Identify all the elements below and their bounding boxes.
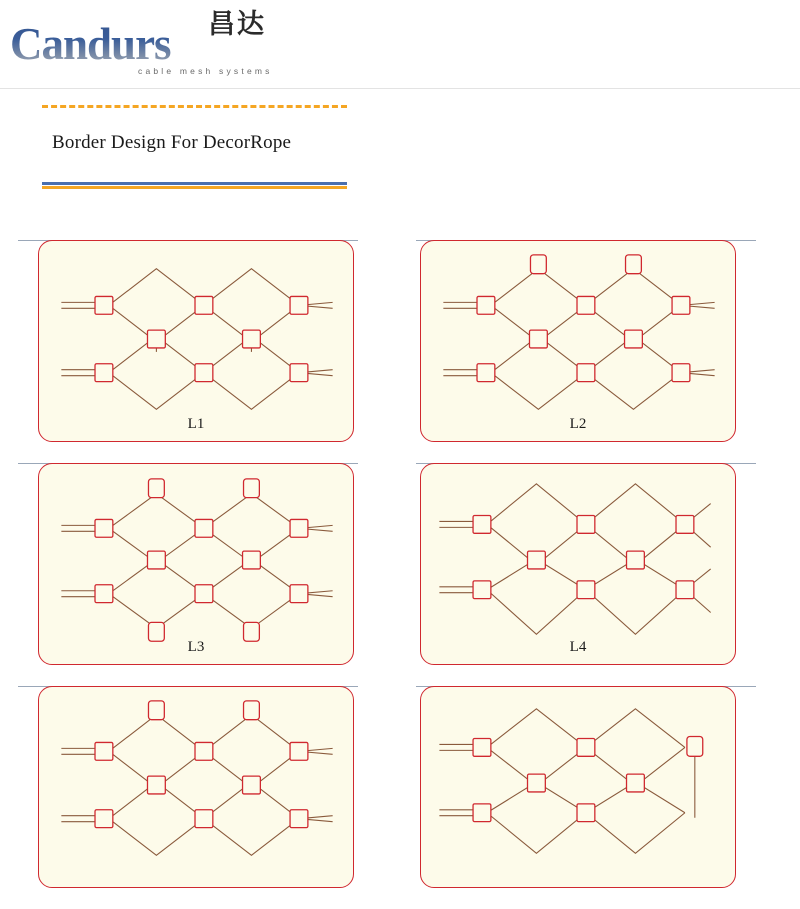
border-design-panel-l5[interactable]	[38, 686, 354, 888]
panel-label: L3	[187, 639, 205, 655]
logo-wordmark: Candurs	[10, 19, 171, 69]
border-design-panel-l3[interactable]	[38, 463, 354, 665]
title-underline	[42, 182, 347, 189]
header-divider	[0, 88, 800, 89]
page-title: Border Design For DecorRope	[52, 132, 292, 153]
site-header	[0, 0, 800, 88]
mesh-diagram-l3	[39, 464, 353, 664]
border-design-panel-l4[interactable]	[420, 463, 736, 665]
panel-label: L4	[569, 639, 587, 655]
border-design-panel-l1[interactable]	[38, 240, 354, 442]
panel-label: L1	[187, 416, 205, 432]
title-underline-orange	[42, 186, 347, 189]
mesh-diagram-l5	[39, 687, 353, 887]
panel-row	[0, 240, 800, 463]
panel-row	[0, 686, 800, 909]
title-underline-blue	[42, 182, 347, 185]
panel-row	[0, 463, 800, 686]
border-design-panel-l6[interactable]	[420, 686, 736, 888]
mesh-diagram-l1	[39, 241, 353, 441]
mesh-diagram-l2	[421, 241, 735, 441]
border-design-panel-l2[interactable]	[420, 240, 736, 442]
dashed-divider	[42, 105, 347, 108]
logo-chinese-characters: 昌达	[208, 9, 266, 40]
mesh-diagram-l6	[421, 687, 735, 887]
panel-label: L2	[569, 416, 587, 432]
border-design-gallery	[0, 240, 800, 909]
logo-tagline: cable mesh systems	[138, 66, 273, 76]
mesh-diagram-l4	[421, 464, 735, 664]
